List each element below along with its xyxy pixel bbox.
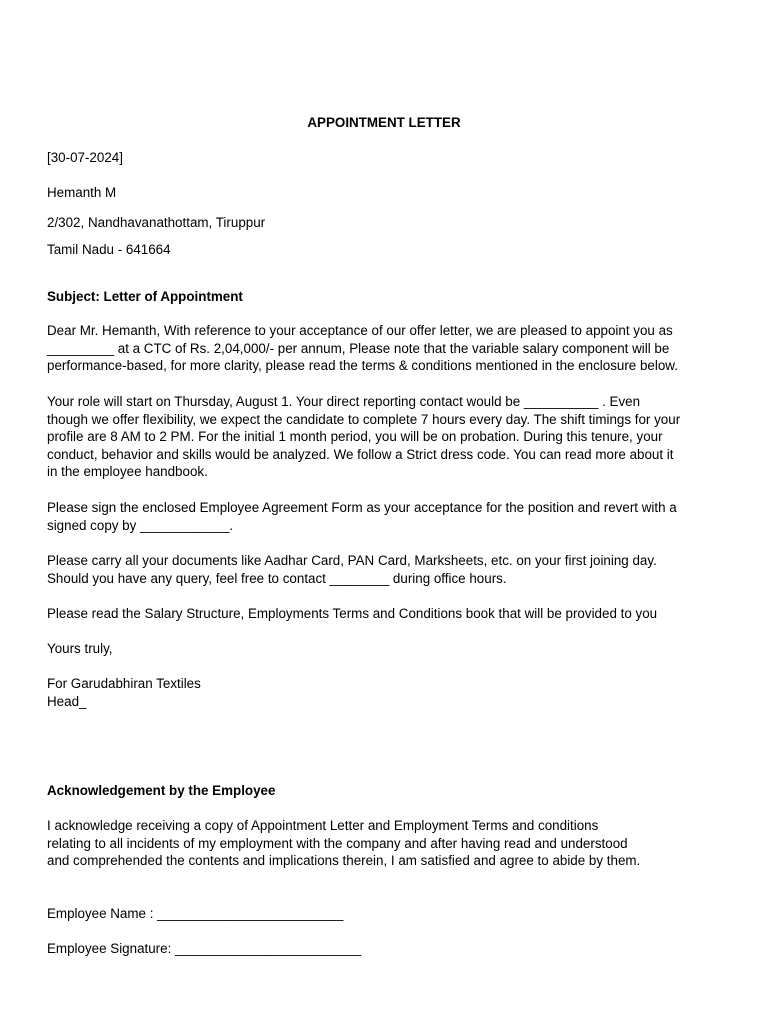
acknowledgement-heading: Acknowledgement by the Employee	[47, 783, 276, 798]
paragraph-appointment	[47, 322, 678, 375]
recipient-address-line2: Tamil Nadu - 641664	[47, 242, 171, 257]
paragraph-line: Dear Mr. Hemanth, With reference to your acceptance of our offer letter, we are pleased to appoint you as	[47, 323, 673, 338]
paragraph-line: and comprehended the contents and implications therein, I am satisfied and agree to abide by them.	[47, 853, 641, 869]
employee-name-field: Employee Name : _________________________	[47, 906, 344, 921]
paragraph-line: conduct, behavior and skills would be analyzed. We follow a Strict dress code. You can read more about it	[47, 446, 674, 462]
paragraph-line: _________ at a CTC of Rs. 2,04,000/- per annum, Please note that the variable salary component will be	[47, 340, 670, 356]
paragraph-line: I acknowledge receiving a copy of Appointment Letter and Employment Terms and conditions	[47, 818, 599, 833]
letter-date: [30-07-2024]	[47, 150, 123, 165]
signatory-company: For Garudabhiran Textiles	[47, 676, 201, 691]
paragraph-line: Please sign the enclosed Employee Agreement Form as your acceptance for the position and revert with a	[47, 500, 677, 515]
recipient-name: Hemanth M	[47, 185, 117, 200]
closing-salutation: Yours truly,	[47, 641, 113, 656]
paragraph-line: profile are 8 AM to 2 PM. For the initial 1 month period, you will be on probation. During this tenure, your	[47, 429, 663, 445]
paragraph-line: Should you have any query, feel free to contact ________ during office hours.	[47, 570, 507, 586]
paragraph-line: in the employee handbook.	[47, 464, 208, 480]
recipient-address-line1: 2/302, Nandhavanathottam, Tiruppur	[47, 215, 266, 230]
paragraph-line: Please carry all your documents like Aadhar Card, PAN Card, Marksheets, etc. on your first joining day.	[47, 553, 657, 568]
paragraph-documents	[47, 552, 657, 587]
signatory-designation: Head_	[47, 693, 87, 709]
employee-signature-field: Employee Signature: _________________________	[47, 941, 362, 956]
paragraph-agreement-form	[47, 499, 677, 534]
paragraph-salary-structure: Please read the Salary Structure, Employments Terms and Conditions book that will be provided to you	[47, 606, 658, 621]
paragraph-line: performance-based, for more clarity, please read the terms & conditions mentioned in the enclosure below.	[47, 358, 678, 374]
paragraph-line: signed copy by ____________.	[47, 517, 234, 533]
signatory-block	[47, 675, 201, 710]
acknowledgement-text	[47, 817, 640, 870]
paragraph-line: though we offer flexibility, we expect the candidate to complete 7 hours every day. The shift timings for your	[47, 411, 681, 427]
paragraph-line: relating to all incidents of my employment with the company and after having read and understood	[47, 835, 628, 851]
paragraph-line: Your role will start on Thursday, August 1. Your direct reporting contact would be __________ . Even	[47, 394, 641, 409]
paragraph-role-details	[47, 393, 680, 481]
letter-subject: Subject: Letter of Appointment	[47, 289, 243, 304]
document-title: APPOINTMENT LETTER	[307, 115, 461, 130]
